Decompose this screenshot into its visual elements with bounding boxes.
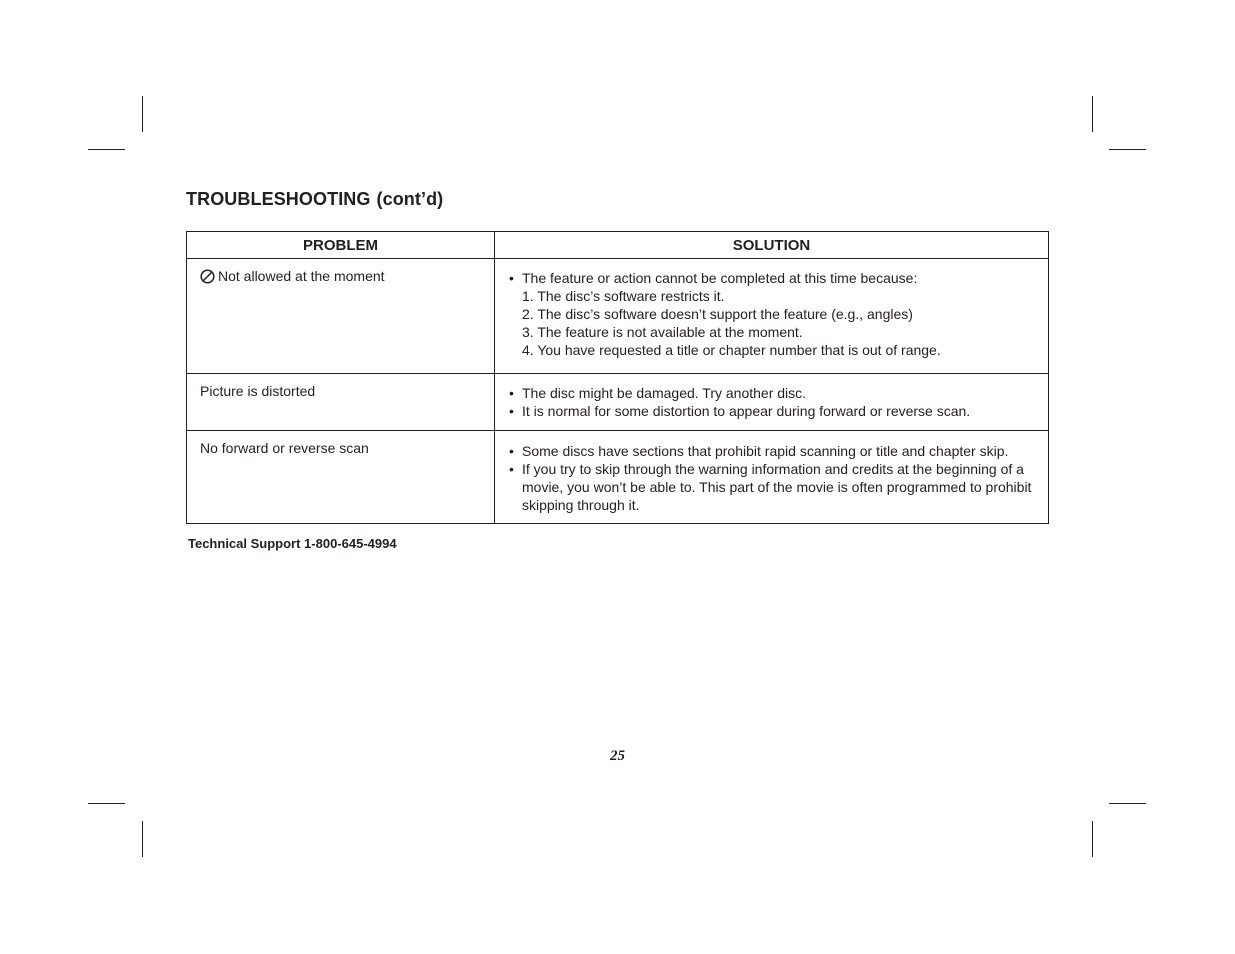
problem-cell bbox=[187, 259, 495, 374]
solution-text: The feature or action cannot be completed at this time because: bbox=[522, 270, 918, 286]
page-title bbox=[186, 189, 443, 210]
table-header-row bbox=[187, 232, 1049, 259]
solution-cell bbox=[495, 374, 1049, 431]
crop-mark-bottom-right-horizontal bbox=[1109, 803, 1146, 804]
solution-item bbox=[509, 269, 1038, 359]
problem-text: Picture is distorted bbox=[200, 383, 316, 399]
prohibited-circle-icon bbox=[200, 269, 215, 284]
problem-text: Not allowed at the moment bbox=[218, 268, 385, 284]
solution-item: • Some discs have sections that prohibit rapid scanning or title and chapter skip. bbox=[509, 442, 1038, 460]
problem-text: No forward or reverse scan bbox=[200, 440, 369, 456]
solution-item: • If you try to skip through the warning information and credits at the beginning of a movie, you won’t be able to. This part of the movie is often programmed to prohibit skipping through it. bbox=[509, 460, 1038, 514]
reason-item: 4. You have requested a title or chapter number that is out of range. bbox=[522, 342, 941, 358]
crop-mark-bottom-left-horizontal bbox=[88, 803, 125, 804]
problem-column-header: PROBLEM bbox=[187, 232, 495, 259]
solution-cell bbox=[495, 259, 1049, 374]
table-row bbox=[187, 374, 1049, 431]
page-number: 25 bbox=[610, 748, 625, 764]
reason-item: 2. The disc’s software doesn’t support the feature (e.g., angles) bbox=[522, 306, 913, 322]
solution-cell bbox=[495, 431, 1049, 524]
crop-mark-bottom-left-vertical bbox=[142, 821, 143, 857]
crop-mark-bottom-right-vertical bbox=[1092, 821, 1093, 857]
troubleshooting-table bbox=[186, 231, 1049, 524]
table-row bbox=[187, 431, 1049, 524]
solution-item: • The disc might be damaged. Try another disc. bbox=[509, 384, 1038, 402]
title-suffix: (cont’d) bbox=[376, 189, 444, 209]
reason-item: 1. The disc’s software restricts it. bbox=[522, 288, 725, 304]
solution-item: • It is normal for some distortion to appear during forward or reverse scan. bbox=[509, 402, 1038, 420]
title-main: TROUBLESHOOTING bbox=[186, 189, 371, 209]
crop-mark-top-right-horizontal bbox=[1109, 149, 1146, 150]
problem-cell bbox=[187, 374, 495, 431]
problem-cell bbox=[187, 431, 495, 524]
table-row bbox=[187, 259, 1049, 374]
crop-mark-top-left-vertical bbox=[142, 96, 143, 132]
reason-item: 3. The feature is not available at the moment. bbox=[522, 324, 803, 340]
technical-support-line: Technical Support 1-800-645-4994 bbox=[188, 536, 397, 551]
solution-column-header: SOLUTION bbox=[495, 232, 1049, 259]
crop-mark-top-left-horizontal bbox=[88, 149, 125, 150]
crop-mark-top-right-vertical bbox=[1092, 96, 1093, 132]
